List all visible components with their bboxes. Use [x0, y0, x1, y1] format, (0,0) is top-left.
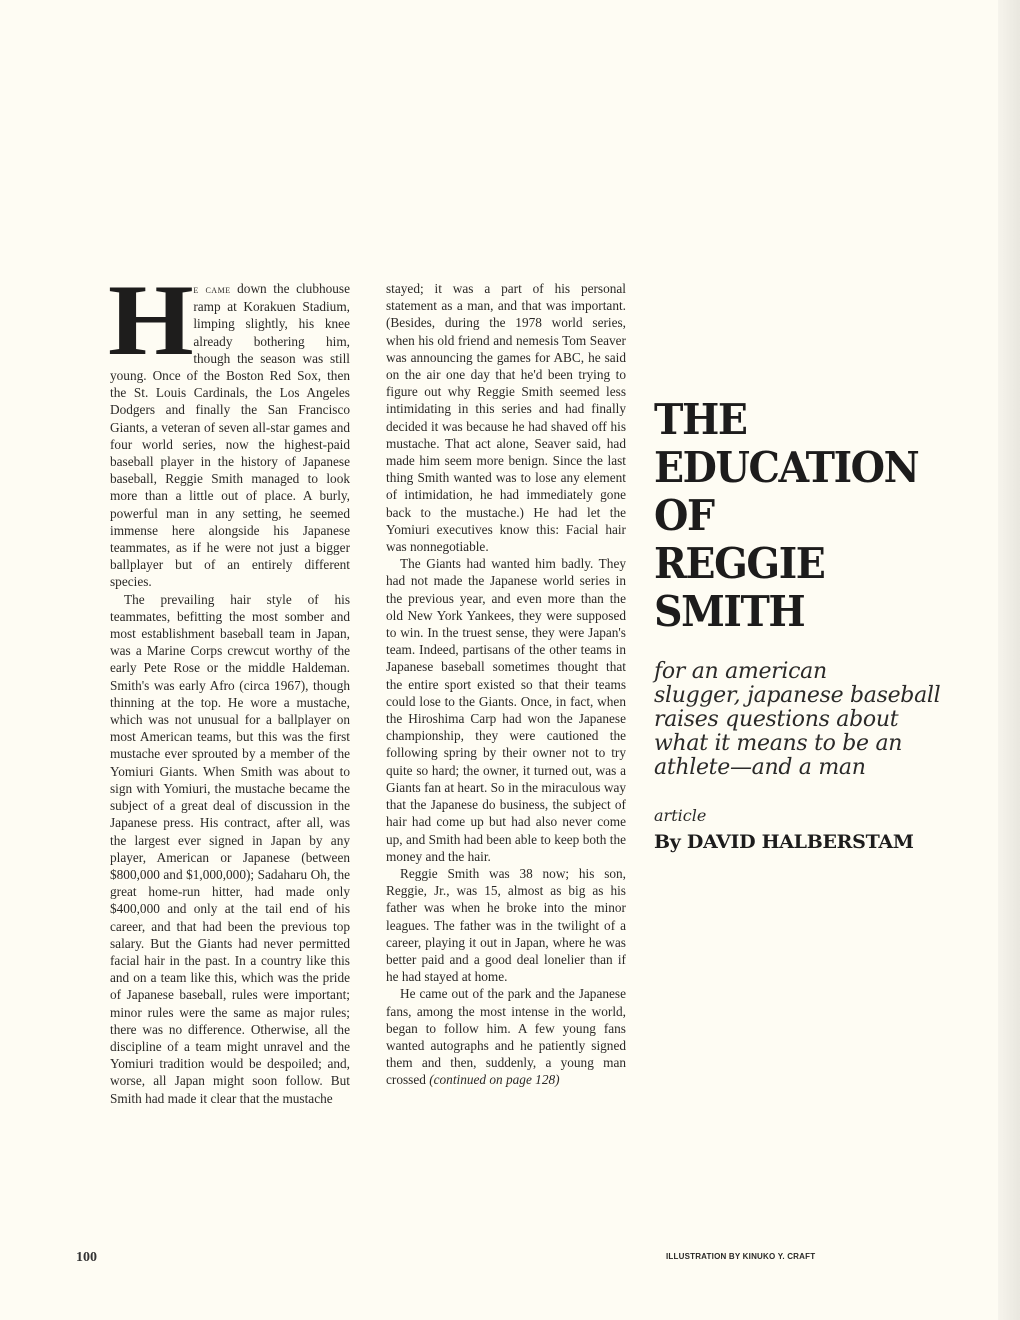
- title-line: SMITH: [654, 587, 805, 636]
- kicker: article: [654, 806, 707, 825]
- title-line: OF: [654, 491, 714, 540]
- deck-line: what it means to be an: [654, 731, 903, 756]
- paragraph: The Giants had wanted him badly. They had not made the Japanese world series in the previous year, and even more than the old New York Yankees, they were supposed to win. In the truest sense, they were Japan's team. Indeed, partisans of the other teams in Japanese baseball sometimes thought that the entire sport existed so that their teams could lose to the Giants. Once, in fact, when the Hiroshima Carp had won the Japanese championship, they were cautioned the following spring by their owner not to try quite so hard; the owner, it turned out, was a Giants fan at heart. So in the miraculous way that the Japanese do business, the subject of hair had come up but had also never come up, and Smith had been able to keep both the money and the hair.: [386, 556, 626, 864]
- text-column-2: [386, 280, 626, 1089]
- text-column-1: [108, 264, 351, 1107]
- opening-smallcaps: e came: [193, 282, 231, 296]
- title-line: EDUCATION: [654, 443, 919, 492]
- byline: By DAVID HALBERSTAM: [654, 831, 914, 853]
- paragraph-text: down the clubhouse ramp at Korakuen Stadium, limping slightly, his knee already bothering him, though the season was still young. Once of the Boston Red Sox, then the St. Louis Cardinals, the Los Angeles Dodgers and finally the San Francisco Giants, a veteran of seven all-star games and four world series, now the highest-paid baseball player in the history of Japanese baseball, Reggie Smith managed to look more than a little out of place. A burly, powerful man in any setting, he seemed immense here alongside his Japanese teammates, as if he were not just a bigger ballplayer but of an entirely different species.: [110, 281, 351, 590]
- title-line: REGGIE: [654, 539, 825, 588]
- paragraph: The prevailing hair style of his teammates, befitting the most somber and most establishment baseball team in Japan, was a Marine Corps crewcut worthy of the early Pete Rose or the middle Haldeman. Smith's was early Afro (circa 1967), though thinning at the top. He wore a mustache, which was not unusual for a ballplayer on most American teams, but this was the first mustache ever sprouted by a member of the Yomiuri Giants. When Smith was about to sign with Yomiuri, the mustache became the subject of a great deal of discussion in the Japanese press. His contract, after all, was the largest ever signed in Japan by any player, American or Japanese (between $800,000 and $1,000,000); Sadaharu Oh, the great home-run hitter, had made only $400,000 and only at the tail end of his career, and that had been the previous top salary. But the Giants had never permitted facial hair in the past. In a country like this and on a team like this, which was the pride of Japanese baseball, rules were important; minor rules were the same as major rules; there was no difference. Otherwise, all the discipline of a team might unravel and the Yomiuri tradition would be despoiled; and, worse, all Japan might soon follow. But Smith had made it clear that the mustache: [110, 591, 350, 1106]
- deck-line: athlete—and a man: [654, 755, 866, 780]
- drop-cap: H: [108, 264, 194, 377]
- article-title: [654, 396, 955, 636]
- continued-note: (continued on page 128): [429, 1072, 560, 1088]
- paragraph: stayed; it was a part of his personal statement as a man, and that was important. (Besides, during the 1978 world series, when his old friend and nemesis Tom Seaver was announcing the games for ABC, he said on the air one day that he'd been trying to figure out why Reggie Smith seemed less intimidating in this series and had finally decided it was because he had shaved off his mustache. That act alone, Seaver said, had made him seem more benign. Since the last thing Smith wanted was to lose any element of intimidation, he had immediately gone back to the mustache.) He had let the Yomiuri executives know this: Facial hair was nonnegotiable.: [386, 281, 626, 555]
- deck-line: for an american: [654, 659, 827, 684]
- illustration-credit: ILLUSTRATION BY KINUKO Y. CRAFT: [666, 1252, 816, 1261]
- deck-line: raises questions about: [654, 707, 899, 732]
- paragraph-text: He came out of the park and the Japanese fans, among the most intense in the world, began to follow him. A few young fans wanted autographs and he patiently signed them and then, suddenly, a young man crossed: [386, 986, 626, 1088]
- page-edge: [998, 0, 1020, 1320]
- deck-line: slugger, japanese baseball: [654, 683, 941, 708]
- paragraph: [386, 985, 626, 1088]
- page-number: 100: [76, 1250, 97, 1265]
- deck: [654, 660, 974, 780]
- title-block: [654, 396, 974, 853]
- paragraph: [108, 264, 351, 591]
- title-line: THE: [654, 395, 747, 444]
- paragraph: Reggie Smith was 38 now; his son, Reggie, Jr., was 15, almost as big as his father was when he broke into the minor leagues. The father was in the twilight of a career, playing it out in Japan, where he was better paid and a good deal lonelier than if he had stayed at home.: [386, 865, 626, 985]
